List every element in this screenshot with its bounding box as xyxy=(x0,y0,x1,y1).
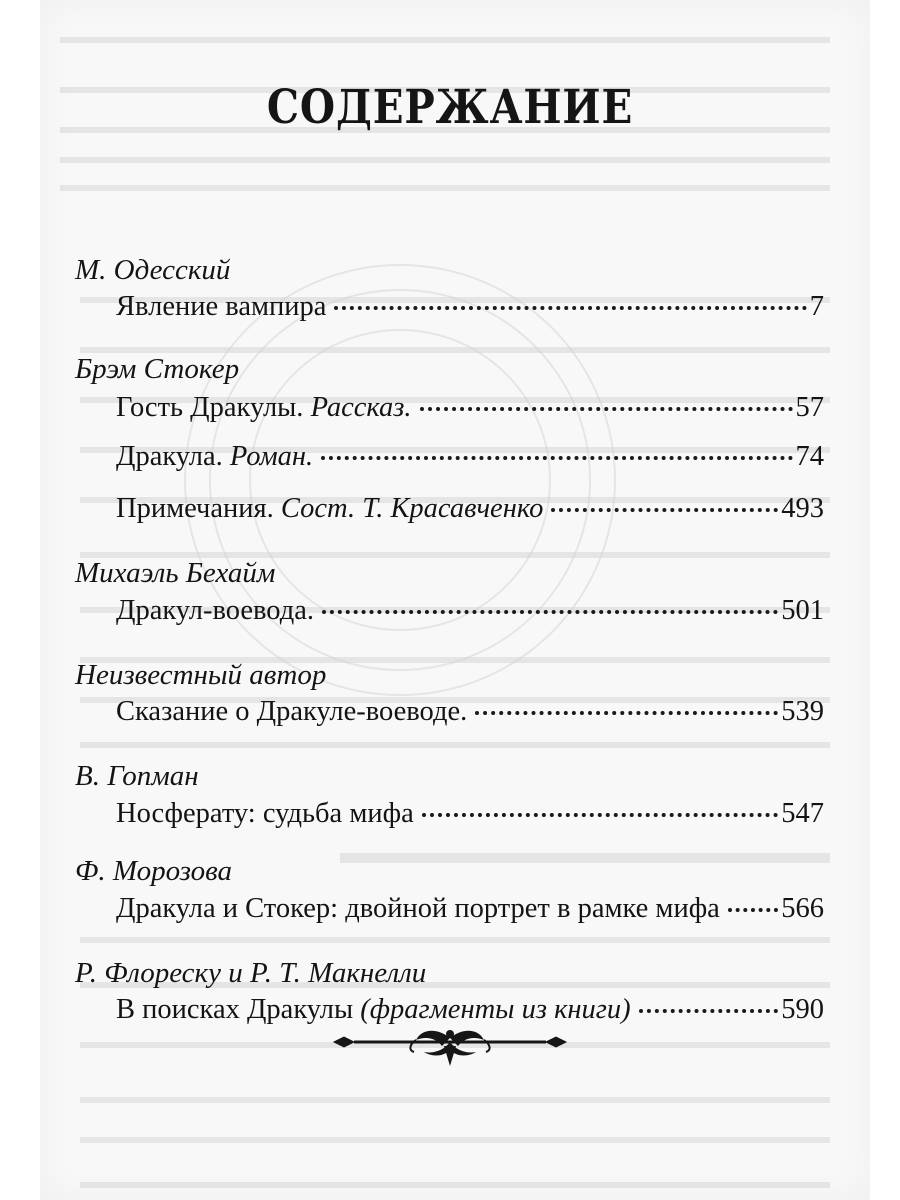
toc-entry[interactable] xyxy=(116,440,824,474)
toc-entry-title xyxy=(116,797,414,831)
entry-title-text: Сказание о Дракуле-воеводе. xyxy=(116,696,468,727)
entry-subtitle-text: Роман. xyxy=(229,441,314,472)
toc-entry[interactable] xyxy=(116,492,824,526)
entry-title-text: Гость Дракулы. xyxy=(116,392,304,423)
toc-author: Неизвестный автор xyxy=(75,659,327,691)
page-number: 547 xyxy=(781,798,824,829)
leader-dots xyxy=(551,508,778,512)
entry-title-text: Дракула и Стокер: двойной портрет в рамке мифа xyxy=(116,893,720,924)
entry-subtitle-text: Рассказ. xyxy=(310,392,412,423)
entry-title-text: Дракула. xyxy=(116,441,223,472)
page-number: 566 xyxy=(781,893,824,924)
entry-title-text: Дракул-воевода. xyxy=(116,595,314,626)
page-title: СОДЕРЖАНИЕ xyxy=(266,80,634,135)
leader-dots xyxy=(321,456,792,460)
toc-entry[interactable] xyxy=(116,290,824,324)
toc-author: Брэм Стокер xyxy=(75,353,240,385)
page-number: 74 xyxy=(795,441,824,472)
toc-author: Михаэль Бехайм xyxy=(75,557,276,589)
toc-entry-title xyxy=(116,440,313,474)
toc-author: М. Одесский xyxy=(75,254,231,286)
page-number: 590 xyxy=(781,994,824,1025)
toc-entry[interactable] xyxy=(116,892,824,926)
toc-entry[interactable] xyxy=(116,594,824,628)
leader-dots xyxy=(639,1009,779,1013)
toc-entry-title xyxy=(116,892,720,926)
toc-entry-title xyxy=(116,695,467,729)
toc-author: Ф. Морозова xyxy=(75,855,233,887)
toc-entry-title xyxy=(116,492,543,526)
page-number: 57 xyxy=(795,392,824,423)
entry-title-text: В поисках Дракулы xyxy=(116,994,354,1025)
leader-dots xyxy=(322,610,778,614)
leader-dots xyxy=(334,306,806,310)
leader-dots xyxy=(728,908,778,912)
toc-entry-title xyxy=(116,290,326,324)
page-number: 493 xyxy=(781,493,824,524)
leader-dots xyxy=(475,711,778,715)
toc-entry[interactable] xyxy=(116,391,824,425)
toc-author: Р. Флореску и Р. Т. Макнелли xyxy=(75,957,427,989)
entry-title-text: Носферату: судьба мифа xyxy=(116,798,414,829)
page-number: 501 xyxy=(781,595,824,626)
leader-dots xyxy=(422,813,779,817)
entry-subtitle-text: (фрагменты из книги) xyxy=(360,994,631,1025)
toc-entry-title xyxy=(116,594,314,628)
toc-entry[interactable] xyxy=(116,695,824,729)
leader-dots xyxy=(420,407,793,411)
page-number: 7 xyxy=(809,291,824,322)
page-number: 539 xyxy=(781,696,824,727)
toc-entry-title xyxy=(116,391,412,425)
toc-entry[interactable] xyxy=(116,797,824,831)
decorative-vignette-icon xyxy=(330,1020,570,1070)
entry-title-text: Примечания. xyxy=(116,493,274,524)
entry-title-text: Явление вампира xyxy=(116,291,327,322)
entry-subtitle-text: Сост. Т. Красавченко xyxy=(280,493,544,524)
toc-author: В. Гопман xyxy=(75,760,199,792)
